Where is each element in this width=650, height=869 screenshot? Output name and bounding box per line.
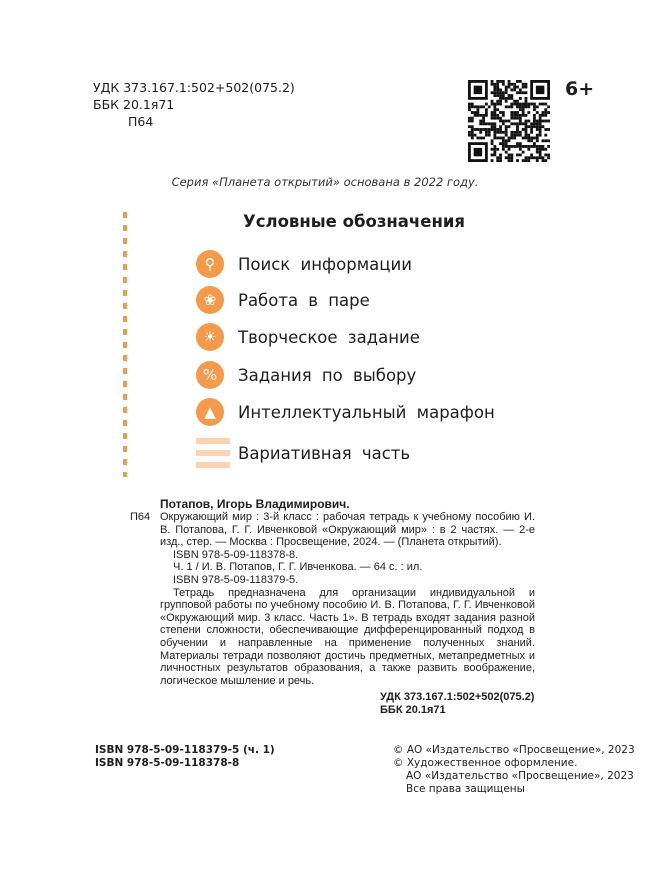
author-code: П64 [128, 114, 154, 129]
legend-item: ▲ Интеллектуальный марафон [196, 398, 495, 426]
qr-code [468, 80, 550, 162]
bib-bbk: ББК 20.1я71 [380, 703, 446, 716]
isbn-set: ISBN 978-5-09-118378-8 [95, 757, 240, 769]
bib-description: Окружающий мир : 3-й класс : рабочая тетрадь к учебному пособию И. В. Потапова, Г. Г. Ивченковой «Окружающий мир» : в 2 частях. — 2-е изд., стер. — Москва : Просвещение, 2024. — (Планета открытий). [160, 511, 535, 549]
legend-item: Вариативная часть [196, 438, 410, 468]
bib-annotation: Тетрадь предназначена для организации индивидуальной и групповой работы по учебному пособию И. В. Потапова, Г. Г. Ивченковой «Окружающий мир. 3 класс. Часть 1». В тетрадь входят задания разной степени сложности, обеспечивающие дифференцированный подход в обучении и направленные на применение полученных знаний. Материалы тетради позволяют достичь предметных, метапредметных и личностных результатов образования, а также развить воображение, логическое мышление и речь. [160, 586, 535, 687]
copyright-design: © Художественное оформление. [393, 757, 578, 769]
stripes-icon [196, 438, 230, 468]
copyright-design-holder: АО «Издательство «Просвещение», 2023 [406, 770, 634, 782]
bib-record [130, 497, 535, 717]
legend-item: ⚲ Поиск информации [196, 250, 412, 278]
sun-icon: ☀ [196, 323, 224, 351]
rights-reserved: Все права защищены [406, 783, 525, 795]
copyright-publisher: © АО «Издательство «Просвещение», 2023 [393, 744, 635, 756]
classification-codes [93, 79, 295, 130]
choice-icon: % [196, 361, 224, 389]
bib-code: П64 [130, 511, 151, 523]
bib-isbn-set: ISBN 978-5-09-118378-8. [173, 548, 299, 561]
bib-part: Ч. 1 / И. В. Потапов, Г. Г. Ивченкова. — 64 с. : ил. [173, 561, 423, 574]
legend-item: % Задания по выбору [196, 361, 416, 389]
bib-author: Потапов, Игорь Владимирович. [160, 497, 350, 511]
legend-item: ❀ Работа в паре [196, 286, 370, 314]
legend-title: Условные обозначения [243, 212, 466, 231]
copyright-block [393, 744, 635, 796]
age-rating: 6+ [565, 78, 595, 100]
cherries-icon: ❀ [196, 286, 224, 314]
isbn-block [95, 744, 275, 770]
bbk-code: ББК 20.1я71 [93, 97, 175, 112]
udk-code: УДК 373.167.1:502+502(075.2) [93, 80, 295, 95]
magnifier-icon: ⚲ [196, 250, 224, 278]
bib-udk: УДК 373.167.1:502+502(075.2) [380, 691, 535, 704]
isbn-part1: ISBN 978-5-09-118379-5 (ч. 1) [95, 744, 275, 756]
series-note: Серия «Планета открытий» основана в 2022 году. [171, 175, 479, 189]
graduation-cap-icon: ▲ [196, 398, 224, 426]
bib-isbn-part: ISBN 978-5-09-118379-5. [173, 573, 299, 586]
dashed-margin-line [123, 212, 127, 477]
legend-item: ☀ Творческое задание [196, 323, 420, 351]
bib-classification [130, 691, 535, 716]
